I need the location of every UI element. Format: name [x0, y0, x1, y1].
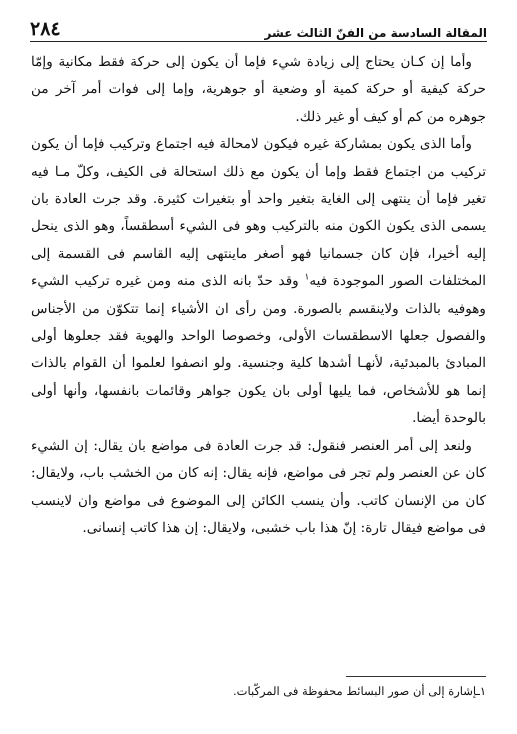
footnote-marker: ١	[304, 272, 310, 283]
paragraph-3: ولنعد إلى أمر العنصر فنقول: قد جرت العادة فى مواضع بان يقال: إن الشيء كان عن العنصر ولم تجر فى مواضع، فإنه يقال: إنه كان من الخشب باب، ولايقال: كان من الإنسان كاتب. وأن ينسب الكائن إلى الموضوع فى مواضع وان لاينسب فى مواضع فيقال تارة: إنّ هذا باب خشبى، ولايقال: إن هذا كاتب إنسانى.	[31, 437, 486, 536]
paragraph-2-part-1: وأما الذى يكون بمشاركة غيره فيكون لامحالة فيه اجتماع وتركيب فإما أن يكون تركيب من اجتماع فقط وإما أن يكون مع ذلك استحالة فى الكيف، وكلّ مـا فيه تغير فإما أن ينتهى إلى الغاية بتغير واحد أو بتغيرات كثيرة. وقد جرت العادة بان يسمى الذى يكون الكون منه بالتركيب وهو فى الشيء أسطقساً، وهو الذى ينحل إليه أخيرا، فإن كان جسمانيا فهو أصغر ماينتهى إليه القاسم فى القسمة إلى المختلفات الصور الموجودة فيه	[31, 136, 486, 290]
running-head: المقالة السادسة من الفنّ الثالث عشر	[264, 26, 487, 40]
page-header	[30, 14, 487, 40]
paragraph-1: وأما إن كـان يحتاج إلى زيادة شيء فإما أن يكون إلى حركة فقط مكانية وإمّا حركة كيفية أو حركة كمية أو وضعية أو جوهرية، وإما إلى فوات أمر آخر من جوهره من كم أو كيف أو غير ذلك.	[31, 54, 486, 125]
footnote: ١ـإشارة إلى أن صور البسائط محفوظة فى المركّبات.	[233, 684, 486, 698]
header-rule	[30, 41, 487, 42]
page-number: ٢٨٤	[30, 18, 61, 40]
paragraph-2-part-2: وقد حدّ بانه الذى منه ومن غيره تركيب الشيء وهوفيه بالذات ولاينقسم بالصورة. ومن رأى ان الأشياء إنما تتكوّن من الأجناس والفصول جعلها الاسطقسات الأولى، وخصوصا الواحد والهوية فقد جعلوها أولى المبادئ بالمبدئية، لأنهـا أشدها كلية وجنسية. ولو انصفوا لعلموا أن القوام بالذات إنما هو للأشخاص، فما يليها أولى بان يكون جواهر وقائمات بانفسها، وأنها أولى بالوحدة أيضا.	[31, 273, 486, 427]
paragraph-2	[31, 131, 486, 432]
footnote-rule	[346, 676, 486, 677]
body-text	[31, 49, 486, 542]
